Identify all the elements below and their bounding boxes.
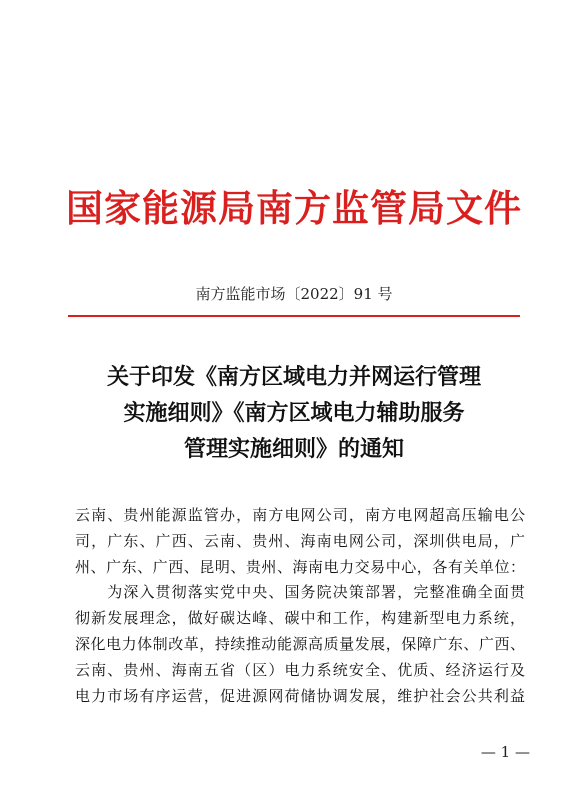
body-line: 为深入贯彻落实党中央、国务院决策部署，完整准确全面贯 — [75, 583, 525, 602]
body-line: 州、广东、广西、昆明、贵州、海南电力交易中心，各有关单位： — [75, 557, 525, 576]
title-line: 关于印发《南方区域电力并网运行管理 — [106, 364, 481, 390]
red-divider-line — [68, 315, 520, 317]
title-line: 管理实施细则》的通知 — [183, 436, 404, 462]
issuer-header: 国家能源局南方监管局文件 — [66, 186, 522, 230]
document-number: 南方监能市场〔2022〕91 号 — [195, 285, 393, 303]
body-line: 云南、贵州能源监管办，南方电网公司，南方电网超高压输电公 — [75, 506, 525, 524]
body-line: 司，广东、广西、云南、贵州、海南电网公司，深圳供电局，广 — [75, 531, 525, 550]
page-number: — 1 — — [480, 743, 530, 761]
title-line: 实施细则》《南方区域电力辅助服务 — [123, 400, 465, 426]
body-line: 彻新发展理念，做好碳达峰、碳中和工作，构建新型电力系统， — [75, 609, 525, 628]
body-line: 云南、贵州、海南五省（区）电力系统安全、优质、经济运行及 — [75, 660, 525, 679]
notice-title — [40, 359, 548, 467]
body-line: 电力市场有序运营，促进源网荷储协调发展，维护社会公共利益 — [75, 686, 525, 705]
notice-body — [75, 503, 525, 709]
body-line: 深化电力体制改革，持续推动能源高质量发展，保障广东、广西、 — [75, 634, 525, 653]
